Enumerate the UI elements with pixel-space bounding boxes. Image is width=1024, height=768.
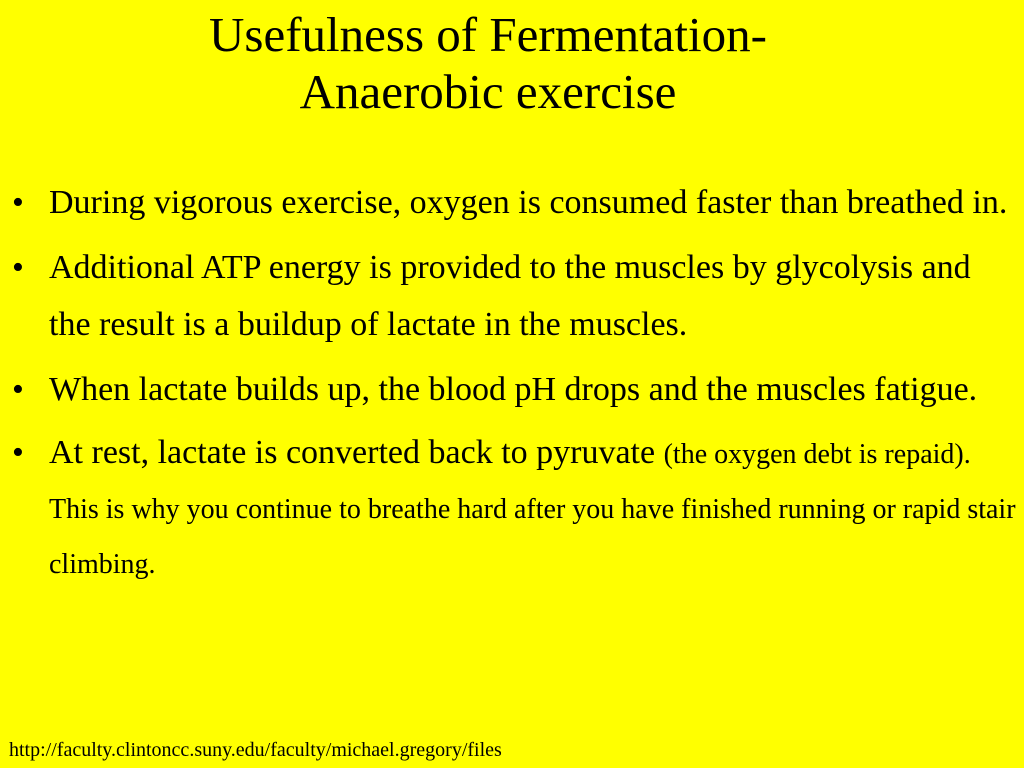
bullet-dot: • — [12, 184, 24, 221]
slide-title — [0, 6, 976, 120]
bullet-text: When lactate builds up, the blood pH drops and the muscles fatigue. — [49, 371, 978, 408]
bullet-item — [12, 174, 1016, 231]
source-url-link[interactable]: http://faculty.clintoncc.suny.edu/faculty/michael.gregory/files — [9, 739, 502, 761]
bullet-text: During vigorous exercise, oxygen is consumed faster than breathed in. — [49, 184, 1008, 221]
bullet-item — [12, 239, 1016, 353]
slide-title-line-2: Anaerobic exercise — [299, 64, 677, 119]
bullet-item — [12, 426, 1016, 591]
bullet-dot: • — [12, 249, 24, 286]
bullet-text-small: (the oxygen debt is repaid). This is why you continue to breathe hard after you have finished running or rapid stair climbing. — [49, 439, 1016, 580]
bullet-text: Additional ATP energy is provided to the muscles by glycolysis and the result is a buildup of lactate in the muscles. — [49, 249, 971, 343]
bullet-dot: • — [12, 371, 24, 408]
bullet-dot: • — [12, 434, 24, 471]
bullet-list — [12, 174, 1016, 599]
bullet-text-large: At rest, lactate is converted back to pyruvate — [49, 434, 664, 471]
bullet-item — [12, 361, 1016, 418]
slide-title-line-1: Usefulness of Fermentation- — [209, 7, 767, 62]
